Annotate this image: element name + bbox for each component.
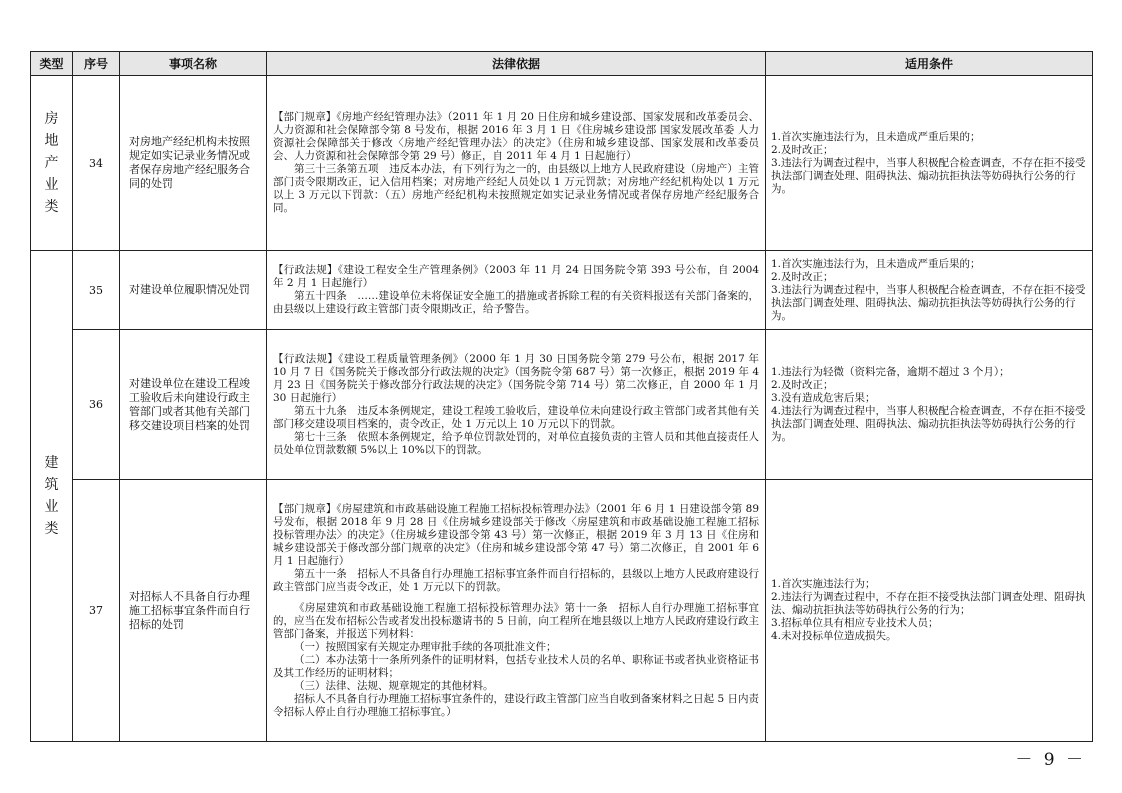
law-paragraph: （二）本办法第十一条所列条件的证明材料，包括专业技术人员的名单、职称证书或者执业资格证书及其工作经历的证明材料； <box>273 653 759 679</box>
category-construction: 建筑业类 <box>44 455 59 537</box>
row-number: 36 <box>73 330 120 480</box>
law-paragraph: 【部门规章】《房屋建筑和市政基础设施工程施工招标投标管理办法》（2001 年 6 月 1 日建设部令第 89 号发布，根据 2018 年 9 月 28 日《住房城乡建设部关于修改〈房屋建筑和市政基础设施工程施工招标投标管理办法〉的决定》（住房城乡建设部令第 43 号）第一次修正，根据 2019 年 3 月 13 日《住房和城乡建设部关于修改部分部门规章的决定》（住房和城乡建设部令第 47 号）第二次修正，自 2001 年 6 月 1 日起施行） <box>273 502 759 567</box>
condition-item: 2.及时改正； <box>771 378 834 391</box>
row-number: 34 <box>73 76 120 251</box>
row-number: 35 <box>73 251 120 330</box>
item-name: 对建设单位在建设工程竣工验收后未向建设行政主管部门或者其他有关部门移交建设项目档案的处罚 <box>120 330 267 480</box>
conditions <box>766 330 1093 480</box>
table-row <box>31 251 1093 330</box>
item-name: 对建设单位履职情况处罚 <box>120 251 267 330</box>
legal-basis <box>267 330 766 480</box>
law-paragraph: 【行政法规】《建设工程安全生产管理条例》（2003 年 11 月 24 日国务院令第 393 号公布，自 2004 年 2 月 1 日起施行） <box>273 264 759 289</box>
law-paragraph: 第五十一条 招标人不具备自行办理施工招标事宜条件而自行招标的，县级以上地方人民政府建设行政主管部门应当责令改正，处 1 万元以下的罚款。 <box>273 567 759 593</box>
category-cell <box>31 251 73 742</box>
law-paragraph: （三）法律、法规、规章规定的其他材料。 <box>294 679 494 692</box>
header-conditions: 适用条件 <box>766 52 1093 76</box>
condition-item: 3.没有造成危害后果； <box>771 391 876 404</box>
condition-item: 3.违法行为调查过程中，当事人积极配合检查调查，不存在拒不接受执法部门调查处理、阻碍执法、煽动抗拒执法等妨碍执行公务的行为。 <box>771 156 1086 195</box>
condition-item: 1.首次实施违法行为，且未造成严重后果的； <box>771 130 981 143</box>
conditions <box>766 480 1093 742</box>
condition-item: 2.违法行为调查过程中，不存在拒不接受执法部门调查处理、阻碍执法、煽动抗拒执法等妨碍执行公务的行为； <box>771 591 1086 616</box>
row-number: 37 <box>73 480 120 742</box>
law-paragraph: 第三十三条第五项 违反本办法，有下列行为之一的，由县级以上地方人民政府建设（房地产）主管部门责令限期改正，记入信用档案；对房地产经纪人员处以 1 万元罚款；对房地产经纪机构处以 1 万元以上 3 万元以下罚款：（五）房地产经纪机构未按照规定如实记录业务情况或者保存房地产经纪服务合同。 <box>273 163 759 214</box>
law-paragraph: 第五十四条 ……建设单位未将保证安全施工的措施或者拆除工程的有关资料报送有关部门备案的，由县级以上建设行政主管部门责令限期改正，给予警告。 <box>273 290 759 315</box>
condition-item: 3.招标单位具有相应专业技术人员； <box>771 617 939 629</box>
table-row <box>31 76 1093 251</box>
header-number: 序号 <box>73 52 120 76</box>
page-number: － 9 － <box>1015 750 1086 770</box>
law-paragraph: 【部门规章】《房地产经纪管理办法》（2011 年 1 月 20 日住房和城乡建设部、国家发展和改革委员会、人力资源和社会保障部令第 8 号发布，根据 2016 年 3 月 1 日《住房城乡建设部 国家发展改革委 人力资源社会保障部关于修改〈房地产经纪管理办法〉的决定》（住房和城乡建设部、国家发展和改革委员会、人力资源和社会保障部令第 29 号）修正，自 2011 年 4 月 1 日起施行） <box>273 111 759 162</box>
condition-item: 1.违法行为轻微（资料完备，逾期不超过 3 个月）； <box>771 365 1010 378</box>
condition-item: 4.违法行为调查过程中，当事人积极配合检查调查，不存在拒不接受执法部门调查处理、阻碍执法、煽动抗拒执法等妨碍执行公务的行为。 <box>771 404 1086 443</box>
law-paragraph: 《房屋建筑和市政基础设施工程施工招标投标管理办法》第十一条 招标人自行办理施工招标事宜的，应当在发布招标公告或者发出投标邀请书的 5 日前，向工程所在地县级以上地方人民政府建设行政主管部门备案，并报送下列材料： <box>273 601 759 640</box>
condition-item: 2.及时改正； <box>771 270 834 283</box>
category-real-estate: 房地产业类 <box>44 111 59 215</box>
condition-item: 4.未对投标单位造成损失。 <box>771 630 897 642</box>
item-name: 对招标人不具备自行办理施工招标事宜条件而自行招标的处罚 <box>120 480 267 742</box>
condition-item: 2.及时改正； <box>771 143 834 156</box>
law-paragraph: 招标人不具备自行办理施工招标事宜条件的，建设行政主管部门应当自收到备案材料之日起 5 日内责令招标人停止自行办理施工招标事宜。） <box>273 692 759 718</box>
legal-basis <box>267 251 766 330</box>
header-row <box>31 52 1093 76</box>
category-cell <box>31 76 73 251</box>
law-paragraph: 第七十三条 依照本条例规定，给予单位罚款处罚的，对单位直接负责的主管人员和其他直接责任人员处单位罚款数额 5%以上 10%以下的罚款。 <box>273 430 759 456</box>
legal-basis <box>267 76 766 251</box>
header-legal-basis: 法律依据 <box>267 52 766 76</box>
conditions <box>766 251 1093 330</box>
law-paragraph: 【行政法规】《建设工程质量管理条例》（2000 年 1 月 30 日国务院令第 279 号公布，根据 2017 年 10 月 7 日《国务院关于修改部分行政法规的决定》（国务院令第 687 号）第一次修正，根据 2019 年 4 月 23 日《国务院关于修改部分行政法规的决定》（国务院令第 714 号）第二次修正，自 2000 年 1 月 30 日起施行） <box>273 352 759 404</box>
header-type: 类型 <box>31 52 73 76</box>
condition-item: 3.违法行为调查过程中，当事人积极配合检查调查，不存在拒不接受执法部门调查处理、阻碍执法、煽动抗拒执法等妨碍执行公务的行为。 <box>771 283 1086 322</box>
condition-item: 1.首次实施违法行为，且未造成严重后果的； <box>771 257 981 270</box>
legal-basis <box>267 480 766 742</box>
law-paragraph: 第五十九条 违反本条例规定，建设工程竣工验收后，建设单位未向建设行政主管部门或者其他有关部门移交建设项目档案的，责令改正，处 1 万元以上 10 万元以下的罚款。 <box>273 404 759 430</box>
conditions <box>766 76 1093 251</box>
table-row <box>31 480 1093 742</box>
item-name: 对房地产经纪机构未按照规定如实记录业务情况或者保存房地产经纪服务合同的处罚 <box>120 76 267 251</box>
penalty-table <box>30 51 1093 742</box>
condition-item: 1.首次实施违法行为； <box>771 578 876 590</box>
law-paragraph: （一）按照国家有关规定办理审批手续的各项批准文件； <box>294 640 557 653</box>
header-item-name: 事项名称 <box>120 52 267 76</box>
table-row <box>31 330 1093 480</box>
